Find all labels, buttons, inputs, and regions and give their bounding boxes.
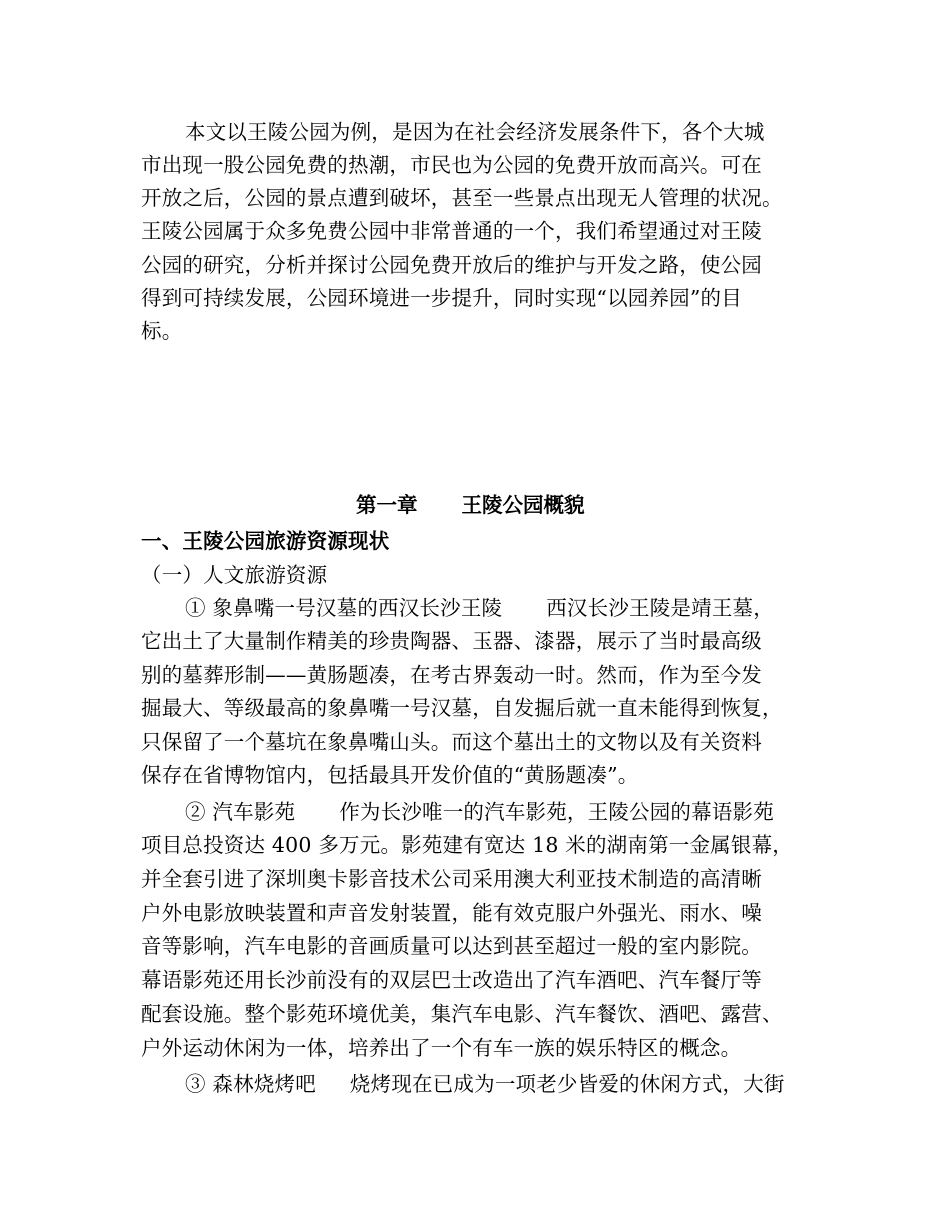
item-line: 只保留了一个墓坑在象鼻嘴山头。而这个墓出土的文物以及有关资料	[141, 730, 762, 754]
item-text: 西汉长沙王陵是靖王墓，	[546, 596, 774, 620]
item-first-line	[185, 797, 774, 827]
item-line: 它出土了大量制作精美的珍贵陶器、玉器、漆器，展示了当时最高级	[141, 629, 762, 653]
intro-line: 市出现一股公园免费的热潮，市民也为公园的免费开放而高兴。可在	[141, 153, 762, 177]
item-text: 烧烤现在已成为一项老少皆爱的休闲方式，大街	[349, 1072, 785, 1096]
item-line: 音等影响，汽车电影的音画质量可以达到甚至超过一般的室内影院。	[141, 934, 762, 958]
intro-line: 公园的研究，分析并探讨公园免费开放后的维护与开发之路，使公园	[141, 253, 762, 277]
chapter-title: 王陵公园概貌	[461, 493, 585, 517]
item-label: ① 象鼻嘴一号汉墓的西汉长沙王陵	[185, 596, 503, 620]
subsection-heading: （一）人文旅游资源	[141, 563, 328, 587]
item-line: 并全套引进了深圳奥卡影音技术公司采用澳大利亚技术制造的高清晰	[141, 867, 762, 891]
item-line: 别的墓葬形制——黄肠题凑，在考古界轰动一时。然而，作为至今发	[141, 663, 762, 687]
item-first-line	[185, 1069, 785, 1099]
item-label: ③ 森林烧烤吧	[185, 1072, 316, 1096]
item-line: 项目总投资达 400 多万元。影苑建有宽达 18 米的湖南第一金属银幕，	[141, 833, 793, 857]
item-text: 作为长沙唯一的汽车影苑，王陵公园的幕语影苑	[339, 800, 774, 824]
item-line: 配套设施。整个影苑环境优美，集汽车电影、汽车餐饮、酒吧、露营、	[141, 1002, 783, 1026]
item-label: ② 汽车影苑	[185, 800, 296, 824]
chapter-number: 第一章	[356, 493, 418, 517]
intro-line: 标。	[141, 319, 183, 343]
item-line: 掘最大、等级最高的象鼻嘴一号汉墓，自发掘后就一直未能得到恢复，	[141, 696, 783, 720]
intro-line: 开放之后，公园的景点遭到破坏，甚至一些景点出现无人管理的状况。	[141, 186, 783, 210]
chapter-heading	[356, 490, 585, 520]
item-line: 幕语影苑还用长沙前没有的双层巴士改造出了汽车酒吧、汽车餐厅等	[141, 968, 762, 992]
item-line: 户外运动休闲为一体，培养出了一个有车一族的娱乐特区的概念。	[141, 1036, 742, 1060]
intro-line: 王陵公园属于众多免费公园中非常普通的一个，我们希望通过对王陵	[141, 219, 762, 243]
intro-line: 得到可持续发展，公园环境进一步提升，同时实现“以园养园”的目	[141, 286, 742, 310]
intro-line: 本文以王陵公园为例，是因为在社会经济发展条件下，各个大城	[185, 120, 765, 144]
item-line: 保存在省博物馆内，包括最具开发价值的“黄肠题凑”。	[141, 763, 639, 787]
section-heading: 一、王陵公园旅游资源现状	[141, 529, 390, 553]
item-first-line	[185, 593, 774, 623]
item-line: 户外电影放映装置和声音发射装置，能有效克服户外强光、雨水、噪	[141, 901, 762, 925]
